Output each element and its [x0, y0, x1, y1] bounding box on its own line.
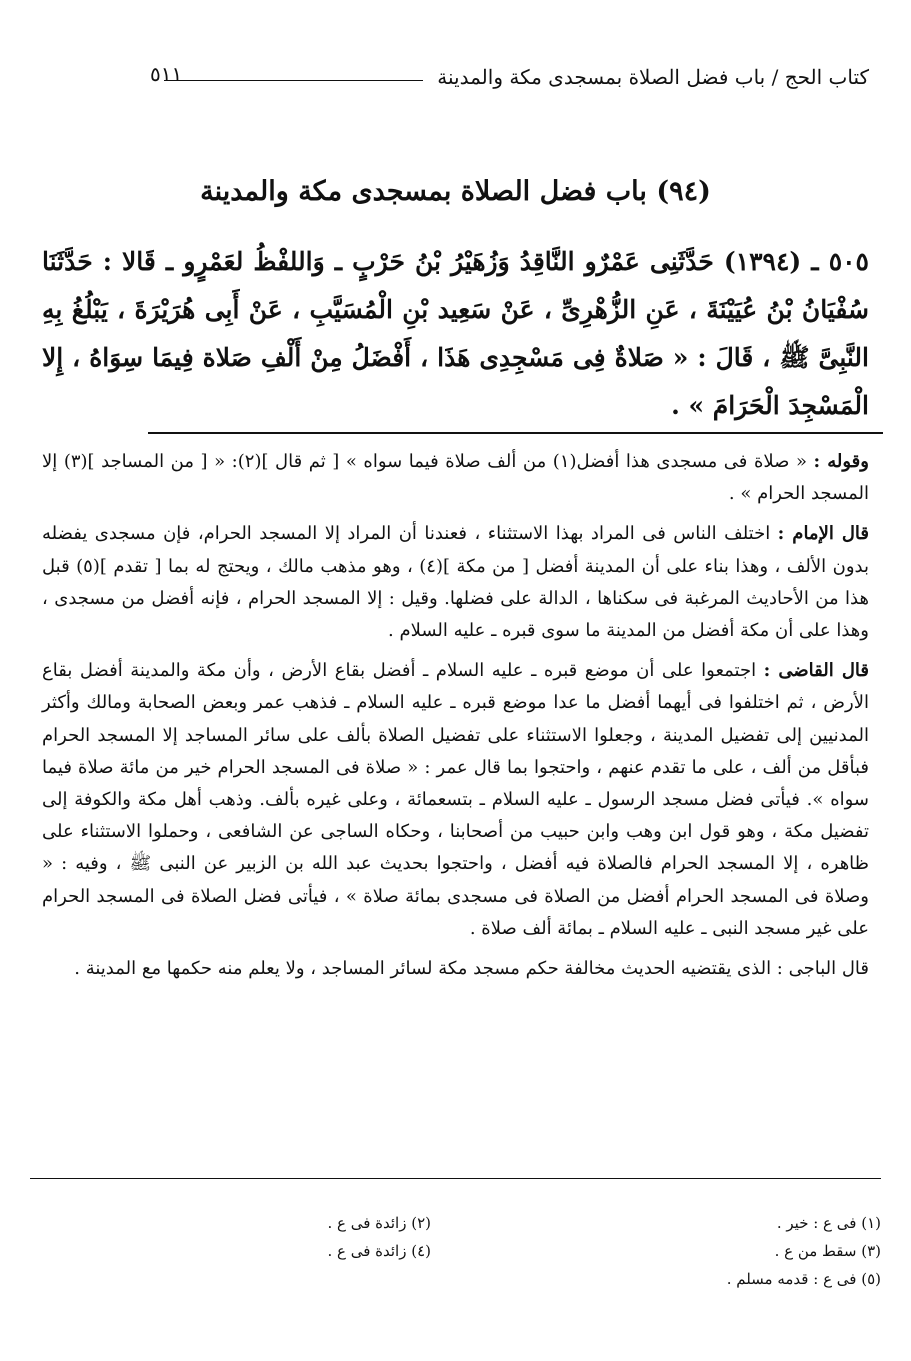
commentary-paragraph [42, 518, 869, 647]
header-rule [164, 80, 423, 81]
commentary [42, 446, 869, 993]
paragraph-text: اجتمعوا على أن موضع قبره ـ عليه السلام ـ أفضل بقاع الأرض ، وأن مكة والمدينة أفضل بقاع الأرض ، ثم اختلفوا فى أيهما أفضل ما عدا موضع قبره ـ عليه السلام ـ فذهب عمر وبعض الصحابة ومالك وأكثر المدنيين إلى تفضيل المدينة ، وجعلوا الاستثناء على تفضيل الصلاة بألف على سائر المساجد إلا المسجد الحرام فبأقل من ألف ، على ما تقدم عنهم ، واحتجوا بما قال عمر : « صلاة فى المسجد الحرام خير من مائة صلاة فيما سواه ». فيأتى فضل مسجد الرسول ـ عليه السلام ـ بتسعمائة ، وعلى غيره بألف. وذهب أهل مكة والكوفة إلى تفضيل مكة ، وهو قول ابن وهب وابن حبيب من أصحابنا ، وحكاه الساجى عن الشافعى ، وحملوا الاستثناء على ظاهره ، إلا المسجد الحرام فالصلاة فيه أفضل ، واحتجوا بحديث عبد الله بن الزبير عن النبى ﷺ ، وفيه : « وصلاة فى المسجد الحرام أفضل من الصلاة فى مسجدى بمائة صلاة » ، فيأتى فضل الصلاة فى المسجد الحرام على غير مسجد النبى ـ عليه السلام ـ بمائة ألف صلاة . [42, 660, 869, 939]
page-number: ٥١١ [150, 62, 183, 86]
paragraph-lead: قال الإمام : [777, 523, 869, 545]
commentary-paragraph [42, 446, 869, 510]
running-title: كتاب الحج / باب فضل الصلاة بمسجدى مكة والمدينة [437, 65, 869, 89]
footnote-3: (٣) سقط من ع . [774, 1242, 881, 1260]
hadith-text: ٥٠٥ ـ (١٣٩٤) حَدَّثَنِى عَمْرٌو النَّاقِدُ وَزُهَيْرُ بْنُ حَرْبٍ ـ وَاللفْظُ لعَمْرٍو ـ قَالا : حَدَّثَنَا سُفْيَانُ بْنُ عُيَيْنَةَ ، عَنِ الزُّهْرِىِّ ، عَنْ سَعِيد بْنِ الْمُسَيَّبِ ، عَنْ أَبِى هُرَيْرَةَ ، يَبْلُغُ بِهِ النَّبِىَّ ﷺ ، قَالَ : « صَلاةٌ فِى مَسْجِدِى هَذَا ، أَفْضَلُ مِنْ أَلْفِ صَلاة فِيمَا سِوَاهُ ، إِلا الْمَسْجِدَ الْحَرَامَ » . [42, 247, 869, 420]
footnote-4: (٤) زائدة فى ع . [327, 1242, 431, 1260]
hadith-block [42, 238, 869, 430]
footnote-5: (٥) فى ع : قدمه مسلم . [726, 1270, 881, 1288]
paragraph-lead: وقوله : [813, 451, 869, 472]
footnote-2: (٢) زائدة فى ع . [327, 1214, 431, 1232]
running-header [150, 60, 869, 94]
paragraph-lead: قال القاضى : [763, 660, 869, 682]
chapter-title: (٩٤) باب فضل الصلاة بمسجدى مكة والمدينة [200, 176, 711, 207]
footnote-1: (١) فى ع : خير . [776, 1214, 881, 1232]
commentary-paragraph [42, 953, 869, 985]
paragraph-text: اختلف الناس فى المراد بهذا الاستثناء ، فعندنا أن المراد إلا المسجد الحرام، فإن مسجدى يفضله بدون الألف ، وهذا بناء على أن المدينة أفضل [ من مكة ](٤) ، وهو مذهب مالك ، ويحتج له بما [ تقدم ](٥) قبل هذا من الأحاديث المرغبة فى سكناها ، الدالة على فضلها. وقيل : إلا المسجد الحرام ، فإنه أفضل من مسجدى ، وهذا على أن مكة أفضل من المدينة ما سوى قبره ـ عليه السلام . [42, 523, 869, 642]
commentary-paragraph [42, 655, 869, 945]
paragraph-text: « صلاة فى مسجدى هذا أفضل(١) من ألف صلاة فيما سواه » [ ثم قال ](٢): « [ من المساجد ](٣) إلا المسجد الحرام » . [42, 451, 869, 505]
footnote-rule [30, 1178, 881, 1179]
hadith-rule [148, 432, 883, 434]
paragraph-text: قال الباجى : الذى يقتضيه الحديث مخالفة حكم مسجد مكة لسائر المساجد ، ولا يعلم منه حكمها مع المدينة . [74, 958, 869, 980]
